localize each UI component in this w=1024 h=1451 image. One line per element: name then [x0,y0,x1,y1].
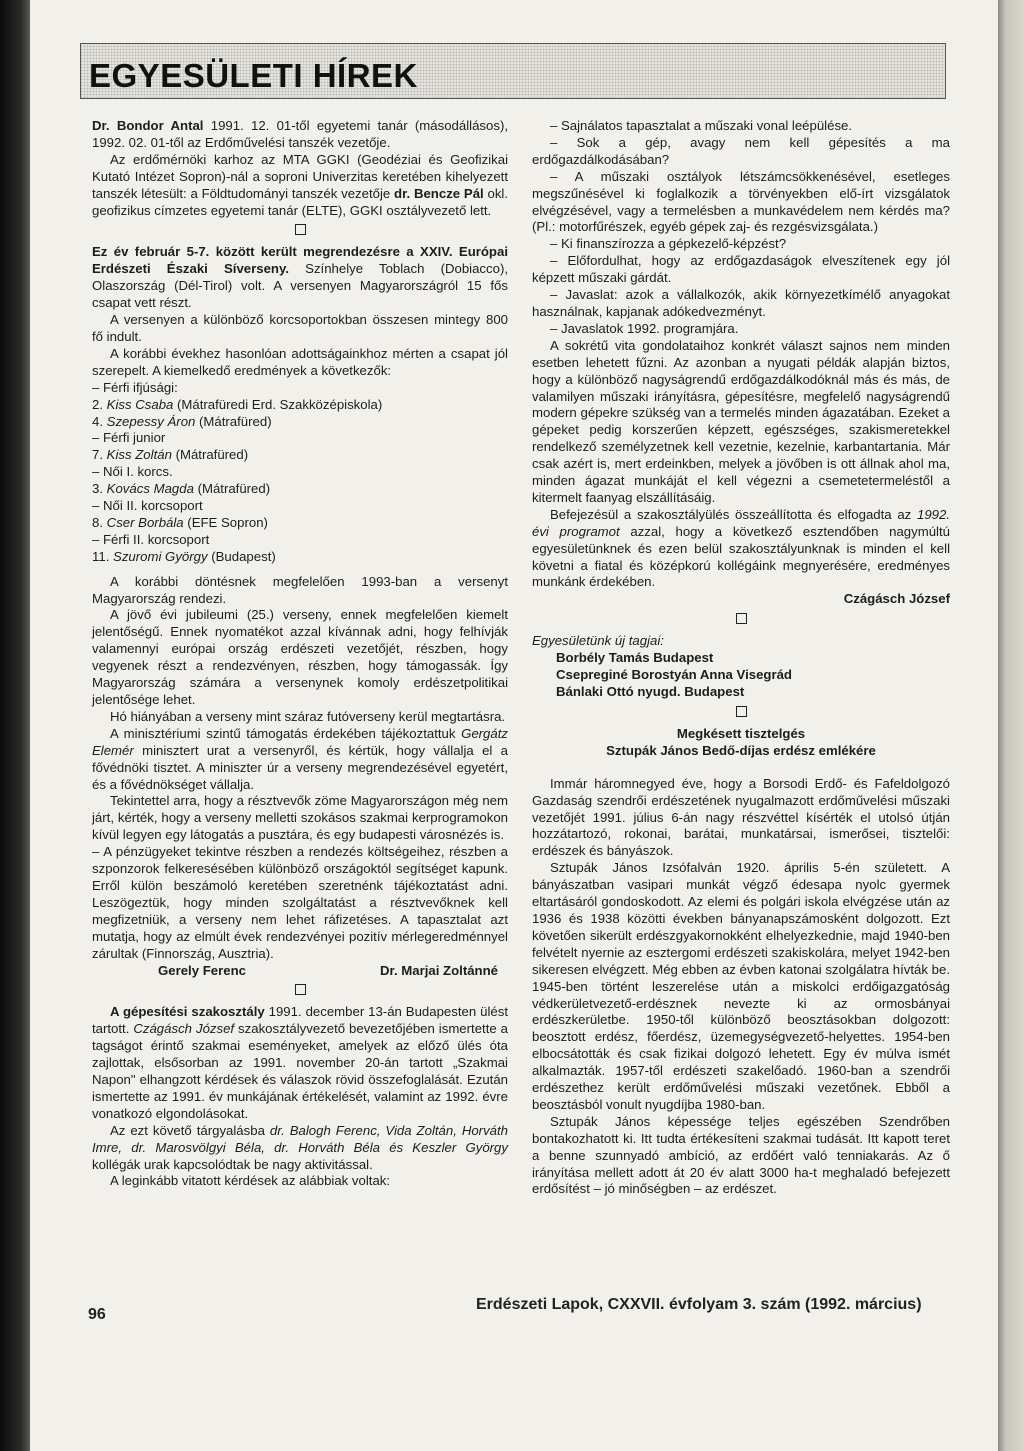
paragraph: Befejezésül a szakosztályülés összeállította és elfogadta az 1992. évi programot azzal, hogy a következő esztendőben nagymúltú egyesületünknek és ezen belül szakosztályunknak is minden el kell követni a fiatal és középkorú kollégáink megnyerésére, eredményes munkánk érdekében. [532,506,950,590]
list-item: 7. Kiss Zoltán (Mátrafüred) [92,447,249,463]
news-heading: A gépesítési szakosztály [110,1004,265,1020]
section-separator-icon [736,613,747,624]
question-item: – A műszaki osztályok létszámcsökkenésével, esetleges megszűnésével ki foglalkozik a törvényekben elő-írt vizsgálatok elvégzésével, vagy a termelésben a munkavédelem nem kérdés ma? (Pl.: motorfűrészek, egyéb gépek zaj- és rezgésvizsgálata.) [532,168,950,235]
paragraph: Hó hiányában a verseny mint száraz futóverseny kerül megtartásra. [110,708,506,724]
page-number: 96 [88,1306,106,1323]
list-item: – Női I. korcs. [92,464,173,480]
member-item: Bánlaki Ottó nyugd. Budapest [556,684,745,699]
list-item: 2. Kiss Csaba (Mátrafüredi Erd. Szakközépiskola) [92,396,383,412]
results-list [92,380,508,566]
list-item: 8. Cser Borbála (EFE Sopron) [92,514,268,530]
news-heading: Ez év február 5-7. között került megrendezésre a XXIV. Európai Erdészeti Északi Síverseny. [92,244,508,277]
page-edge [998,0,1024,1451]
author-signature: Dr. Marjai Zoltánné [380,962,498,978]
person-names: dr. Balogh Ferenc, Vida Zoltán, Horváth Imre, dr. Marosvölgyi Béla, dr. Horváth Béla és Keszler György [92,1122,509,1155]
question-item: – Javaslatok 1992. programjára. [550,320,739,336]
paragraph: Tekintettel arra, hogy a résztvevők zöme Magyarországon még nem járt, kérték, hogy a verseny melletti szokásos szakmai kerprogramokon kívül legyen egy látogatás a pusztára, és egy budapesti városnézés is. [92,793,508,843]
book-binding [0,0,30,1451]
paragraph: Sztupák János Izsófalván 1920. április 5-én született. A bányászatban vasipari munkát végző édesapa nyolc gyermek eltartásáról gondoskodott. Az elemi és polgári iskola elvégzése után az 1936 és 1938 közötti években bányanapszámosként dolgozott. Ezt követően sikerült erdészgyakornokként elhelyezkednie, majd 1940-ben felvételt nyernie az esztergomi erdészeti szakiskolára, melyet 1942-ben sikeresen elvégzett. Még ebben az évben katonai szolgálatra hívták be. 1945-ben történt leszerelése után a miskolci erdőigazgatóság védkerületvezető-erdésznek nevezte ki az ormosbányai erdészkerületbe. 1950-től különböző beosztásokban dolgozott: beosztott erdész, főerdész, üzemegységvezető-helyettes. 1954-ben elbocsátották és csak fizikai dolgozó lehetett. Egy év múlva ismét alkalmazták. 1957-től erdészeti szakelőadó. 1960-ban a szendrői erdészethez került erdőművelési műszaki vezetőnek. Ebből a beosztásból vonult nyugdíjba 1980-ban. [532,860,950,1112]
list-item: 4. Szepessy Áron (Mátrafüred) [92,413,272,429]
paragraph: A leginkább vitatott kérdések az alábbiak voltak: [110,1173,391,1189]
question-item: – Ki finanszírozza a gépkezelő-képzést? [550,236,787,252]
member-item: Borbély Tamás Budapest [556,650,714,666]
list-item: – Férfi ifjúsági: [92,379,178,395]
paragraph: A versenyen a különböző korcsoportokban összesen mintegy 800 fő indult. [92,312,508,344]
paragraph: Az erdőmérnöki karhoz az MTA GGKI (Geodéziai és Geofizikai Kutató Intézet Sopron)-nál a soproni Univerzitas keretében kihelyezett tanszék létesült: a Földtudományi tanszék vezetője dr. Bencze Pál okl. geofizikus címzetes egyetemi tanár (ELTE), GGKI osztályvezető lett. [92,151,509,218]
person-name: Czágásch József [133,1021,235,1037]
question-item: – Sajnálatos tapasztalat a műszaki vonal leépülése. [550,118,853,133]
paragraph: Az ezt követő tárgyalásba dr. Balogh Ferenc, Vida Zoltán, Horváth Imre, dr. Marosvölgyi Béla, dr. Horváth Béla és Keszler György kollégák urak kapcsolódtak be nagy aktivitással. [92,1122,509,1172]
left-column [92,118,508,1190]
paragraph: – A pénzügyeket tekintve részben a rendezés költségeihez, részben a szponzorok felkeresésében különböző országoktól segítséget kapunk. Erről külön beszámoló keretében szeretnénk tájékoztatást adni. Leszögeztük, hogy minden szolgáltatást a résztvevőknek kell megfizetniük, a verseny nem lehet ráfizetéses. A tapasztalat azt mutatja, hogy az elmúlt évek rendezvényei pozitív mérlegeredménnyel zárultak (Finnország, Ausztria). [92,844,508,961]
question-item: – Sok a gép, avagy nem kell gépesítés a ma erdőgazdálkodásában? [532,134,950,167]
section-separator-icon [295,224,306,235]
article-heading: Megkésett tisztelgés [676,725,806,741]
section-separator-icon [736,706,747,717]
person-name: Gergátz Elemér [92,725,508,758]
list-item: 3. Kovács Magda (Mátrafüred) [92,481,271,497]
article-subheading: Sztupák János Bedő-díjas erdész emlékére [606,742,876,758]
list-item: – Férfi junior [92,430,166,446]
journal-footer: Erdészeti Lapok, CXXVII. évfolyam 3. szám (1992. március) [476,1296,922,1313]
paragraph: A minisztériumi szintű támogatás érdekében tájékoztattuk Gergátz Elemér minisztert urat a versenyről, és kértük, hogy vállalja el a fővédnöki tisztet. A miniszter úr a verseny megrendezésével egyetért, és a fővédnökséget vállalja. [92,725,508,792]
author-signature: Czágásch József [843,591,950,607]
paragraph: Immár háromnegyed éve, hogy a Borsodi Erdő- és Fafeldolgozó Gazdaság szendrői erdészetének nyugalmazott erdőművelési műszaki vezetőjét 1991. július 6-án nagy részvéttel kísérték el utolsó útján hozzátartozó, rokonai, barátai, munkatársai, ismerősei, tisztelői: erdészek és bányászok. [532,775,950,859]
question-item: – Javaslat: azok a vállalkozók, akik környezetkímélő anyagokat használnak, kapjanak adókedvezményt. [532,287,950,319]
question-item: – Előfordulhat, hogy az erdőgazdaságok elveszítenek egy jól képzett műszaki gárdát. [532,253,950,286]
paragraph: Ez év február 5-7. között került megrendezésre a XXIV. Európai Erdészeti Északi Síverseny. Színhelye Toblach (Dobiacco), Olaszország (Dél-Tirol) volt. A versenyen Magyarországról 15 fős csapat vett részt. [92,244,508,311]
paragraph: A jövő évi jubileumi (25.) verseny, ennek megfelelően kiemelt jelentőségű. Ennek nyomatékot azzal kívánnak adni, hogy felhívják valamennyi európai ország erdészeti vezetőjét, részben, hogy vegyenek részt a rendezvényen, részben, hogy támogassák. Így Magyarország számára a versenynek komoly erdészetpolitikai jelentősége lehet. [92,607,508,707]
section-separator-icon [295,984,306,995]
paragraph: A gépesítési szakosztály 1991. december 13-án Budapesten ülést tartott. Czágásch József szakosztályvezető bevezetőjében ismertette a tagságot érintő szakmai eseményeket, amelyek az előző ülés óta zajlottak, elsősorban az 1991. november 20-án tartott „Szakmai Napon" elhangzott kérdések és válaszok rövid összefoglalását. Ezután ismertette az 1991. év munkájának értékelését, valamint az 1992. évre vonatkozó elgondolásokat. [92,1004,509,1121]
list-item: 11. Szuromi György (Budapest) [92,548,276,564]
author-signature: Gerely Ferenc [158,962,246,978]
paragraph: A korábbi évekhez hasonlóan adottságainkhoz mérten a csapat jól szerepelt. A kiemelkedő eredmények a következők: [92,345,508,378]
members-title: Egyesületünk új tagjai: [532,633,664,649]
person-name: dr. Bencze Pál [394,185,484,201]
list-item: – Férfi II. korcsoport [92,531,210,547]
section-banner [80,43,946,99]
paragraph: Sztupák János képessége teljes egészében Szendrőben bontakozhatott ki. Itt tudta értékesíteni szakmai tudását. Itt kapott teret a benne szunnyadó ambíció, az erdőért való tenniakarás. Az ő irányítása mellett adott át 20 év alatt 3000 ha-t meghaladó befejezett erdősítést – jó minőségben – az erdészet. [532,1113,950,1197]
member-item: Csepreginé Borostyán Anna Visegrád [556,667,792,683]
paragraph: A sokrétű vita gondolataihoz konkrét választ sajnos nem minden esetben lehetett fűzni. Az azonban a nyugati példák alapján biztos, hogy a különböző nagyságrendű erdőgazdálkodóknál más és más, de valamilyen műszaki irányításra, gépesítésre, megfelelő nagyságrendű modern gépekre szükség van a termelés minden ágazatában. Ezeket a gépeket pedig korszerűen képzett, egészséges, szakismeretekkel rendelkező személyzetnek kell vezetnie, kezelnie, karbantartania. Már csak azért is, mert erdeinkben, melyek a jövőben is ott állnak ahol ma, minden ágazat munkáját el kell végezni a csemetetermeléstől a kitermelt faanyag elszállításáig. [532,337,950,505]
right-column [532,118,950,1198]
paragraph: Dr. Bondor Antal 1991. 12. 01-től egyetemi tanár (másodállásos), 1992. 02. 01-től az Erdőművelési tanszék vezetője. [92,118,508,150]
list-item: – Női II. korcsoport [92,498,203,514]
section-title: EGYESÜLETI HÍREK [89,57,418,94]
person-name: Dr. Bondor Antal [92,118,204,133]
paragraph: A korábbi döntésnek megfelelően 1993-ban a versenyt Magyarország rendezi. [92,573,508,606]
signatures [92,963,508,980]
